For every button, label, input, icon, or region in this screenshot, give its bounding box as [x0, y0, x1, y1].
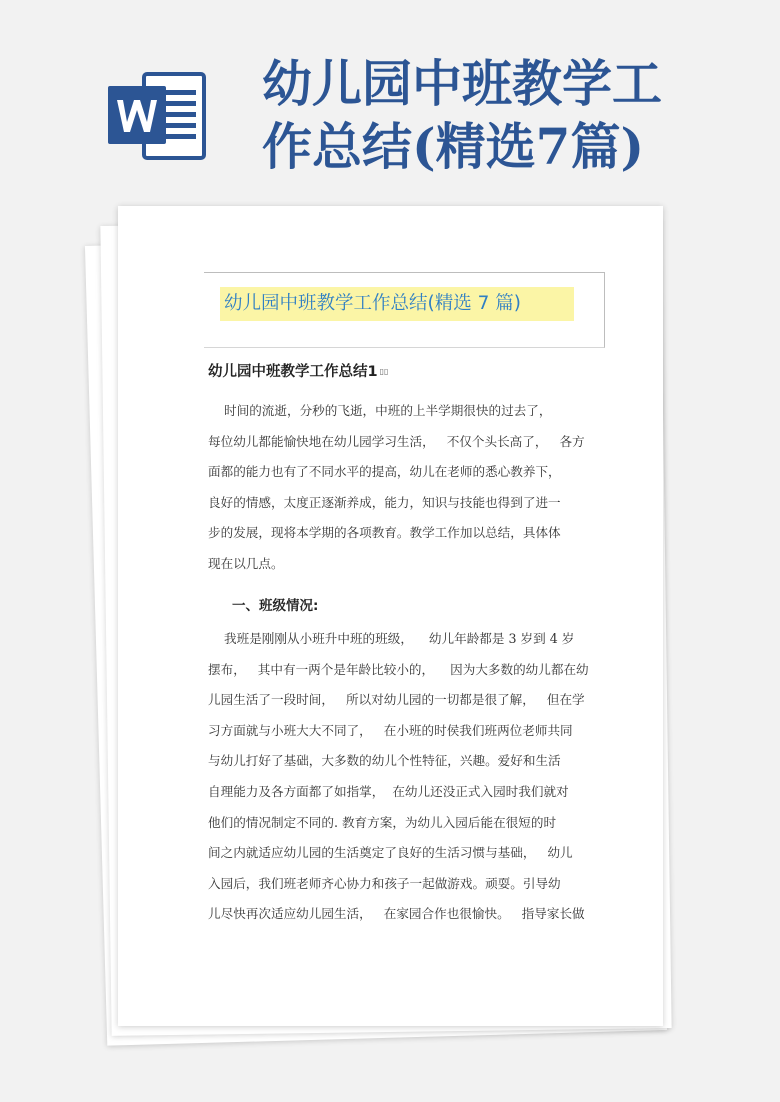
section-heading: [208, 362, 388, 382]
paragraph-line: 我班是刚刚从小班升中班的班级， 幼儿年龄都是 3 岁到 4 岁: [208, 631, 575, 646]
subheading-class-situation: 一、班级情况:: [232, 598, 319, 614]
paragraph-line: 摆布， 其中有一两个是年龄比较小的， 因为大多数的幼儿都在幼: [208, 661, 589, 677]
paragraph-line: 他们的情况制定不同的. 教育方案，为幼儿入园后能在很短的时: [208, 814, 557, 830]
paragraph-line: 良好的情感，太度正逐渐养成，能力，知识与技能也得到了进一: [208, 494, 561, 510]
paragraph-line: 现在以几点。: [208, 555, 284, 571]
document-title: 幼儿园中班教学工作总结(精选 7 篇): [224, 293, 521, 314]
paragraph-line: 时间的流逝，分秒的飞逝，中班的上半学期很快的过去了，: [208, 403, 552, 418]
paragraph-line: 每位幼儿都能愉快地在幼儿园学习生活， 不仅个头长高了， 各方: [208, 433, 585, 449]
page-title: [262, 52, 762, 178]
section-heading-text: 幼儿园中班教学工作总结1: [208, 364, 378, 380]
paragraph-line: 儿园生活了一段时间， 所以对幼儿园的一切都是很了解， 但在学: [208, 692, 585, 708]
paragraph-line: 入园后，我们班老师齐心协力和孩子一起做游戏。顽耍。引导幼: [208, 875, 561, 891]
page-title-line-1: 幼儿园中班教学工: [262, 54, 662, 113]
paragraph-line: 间之内就适应幼儿园的生活奠定了良好的生活习惯与基础， 幼儿: [208, 845, 573, 861]
page-title-line-2: 作总结(精选7篇): [262, 117, 645, 176]
paragraph-2: [208, 624, 612, 930]
footnote-marker: ▯▯: [379, 367, 389, 376]
paragraph-line: 儿尽快再次适应幼儿园生活， 在家园合作也很愉快。 指导家长做: [208, 906, 585, 922]
document-title-box: [204, 272, 605, 348]
paragraph-line: 面都的能力也有了不同水平的提高，幼儿在老师的悉心教养下，: [208, 464, 561, 480]
paragraph-line: 与幼儿打好了基础，大多数的幼儿个性特征，兴趣。爱好和生活: [208, 753, 561, 769]
paragraph-line: 自理能力及各方面都了如指掌， 在幼儿还没正式入园时我们就对: [208, 783, 569, 799]
paragraph-1: [208, 396, 612, 580]
word-document-icon: [108, 68, 208, 164]
paragraph-line: 步的发展，现将本学期的各项教育。教学工作加以总结，具体体: [208, 525, 561, 541]
paragraph-line: 习方面就与小班大大不同了， 在小班的时侯我们班两位老师共同: [208, 722, 573, 738]
document-page: [118, 206, 663, 1026]
